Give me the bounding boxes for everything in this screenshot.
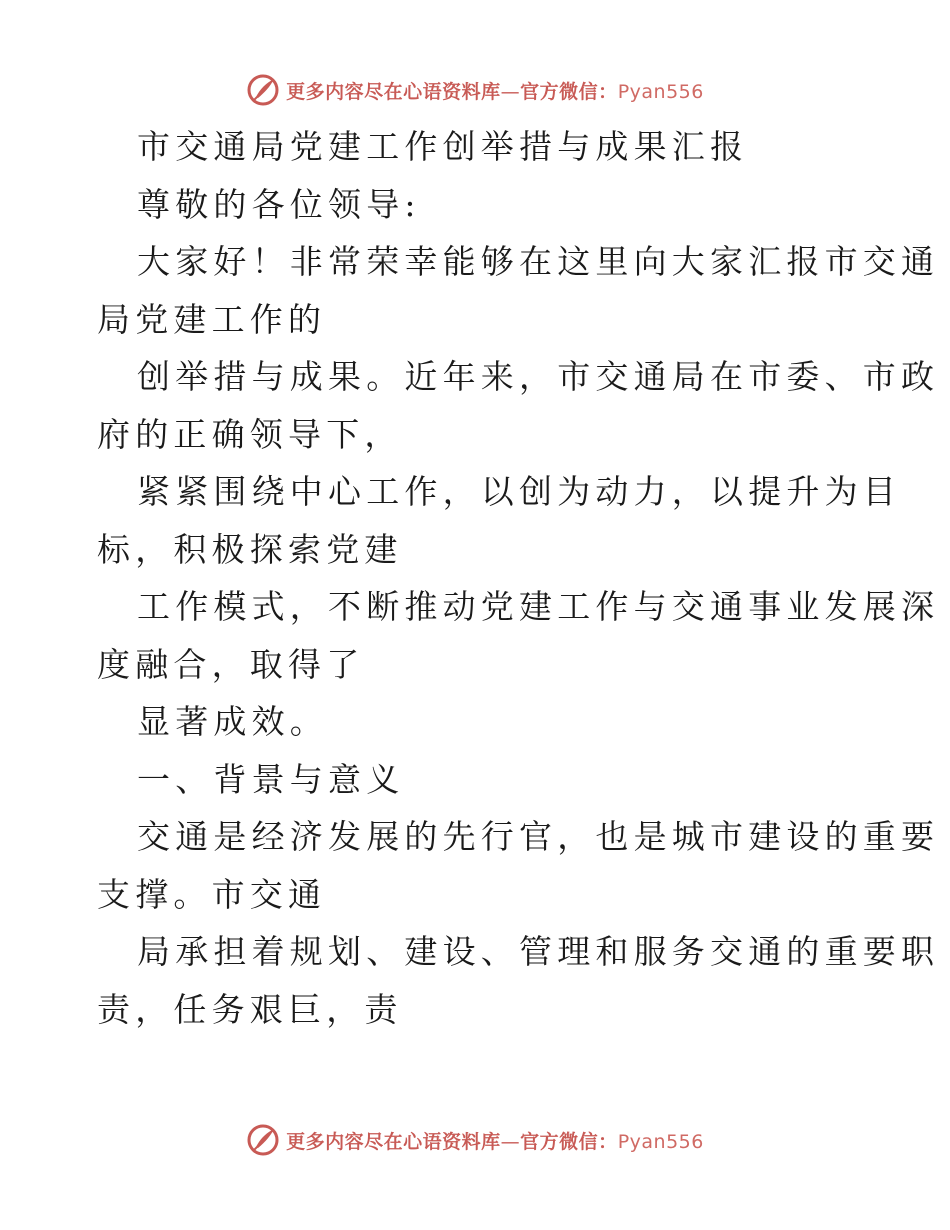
quill-logo-icon (246, 1123, 280, 1157)
paragraph-line: 局承担着规划、建设、管理和服务交通的重要职 (137, 932, 940, 971)
paragraph-line: 显著成效。 (137, 702, 328, 741)
quill-logo-icon (246, 73, 280, 107)
paragraph-line: 交通是经济发展的先行官，也是城市建设的重要 (137, 817, 940, 856)
paragraph-line: 标，积极探索党建 (97, 529, 403, 569)
section-heading: 一、背景与意义 (137, 759, 405, 799)
paragraph-line: 创举措与成果。近年来，市交通局在市委、市政 (137, 357, 940, 396)
paragraph-line: 工作模式，不断推动党建工作与交通事业发展深 (137, 587, 940, 626)
watermark-text: 更多内容尽在心语资料库—官方微信：Pyan556 (286, 1130, 704, 1153)
paragraph-line: 局党建工作的 (97, 299, 327, 339)
paragraph-line: 紧紧围绕中心工作，以创为动力，以提升为目 (137, 472, 901, 511)
footer-watermark (0, 1120, 950, 1160)
document-title: 市交通局党建工作创举措与成果汇报 (137, 127, 749, 166)
header-watermark (0, 70, 950, 110)
salutation: 尊敬的各位领导: (137, 184, 421, 224)
paragraph-line: 府的正确领导下， (97, 414, 403, 454)
paragraph-line: 支撑。市交通 (97, 874, 327, 914)
document-body (97, 118, 940, 1038)
paragraph-line: 责，任务艰巨，责 (97, 989, 403, 1029)
paragraph-line: 大家好！非常荣幸能够在这里向大家汇报市交通 (137, 242, 940, 281)
watermark-text: 更多内容尽在心语资料库—官方微信：Pyan556 (286, 80, 704, 103)
paragraph-line: 度融合，取得了 (97, 644, 365, 684)
